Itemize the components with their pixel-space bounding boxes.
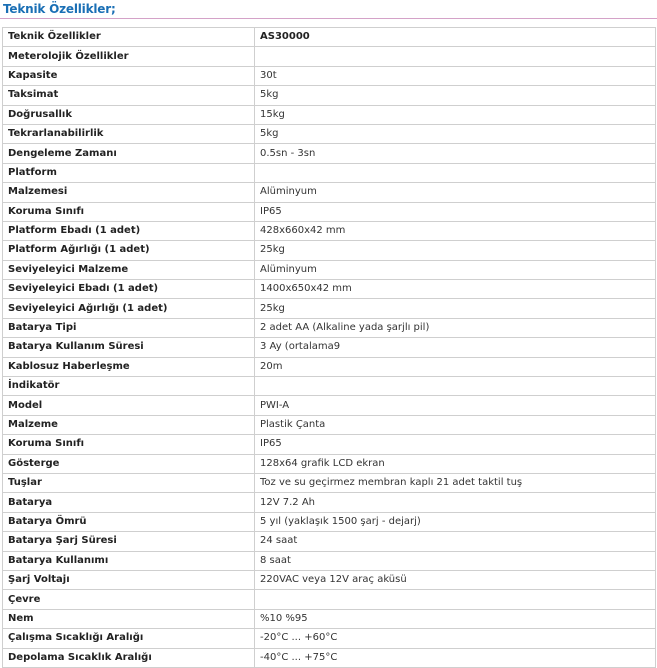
spec-row bbox=[3, 144, 656, 163]
spec-label: Batarya bbox=[3, 493, 255, 512]
spec-row bbox=[3, 532, 656, 551]
spec-row bbox=[3, 590, 656, 609]
spec-label: Koruma Sınıfı bbox=[3, 202, 255, 221]
spec-value bbox=[255, 163, 656, 182]
spec-label: Tuşlar bbox=[3, 473, 255, 492]
page-title: Teknik Özellikler; bbox=[3, 2, 116, 16]
spec-row bbox=[3, 280, 656, 299]
spec-row bbox=[3, 551, 656, 570]
spec-label: Çevre bbox=[3, 590, 255, 609]
spec-row bbox=[3, 648, 656, 667]
spec-label: Seviyeleyici Malzeme bbox=[3, 260, 255, 279]
spec-row bbox=[3, 396, 656, 415]
spec-value: IP65 bbox=[255, 435, 656, 454]
spec-label: Teknik Özellikler bbox=[3, 28, 255, 47]
spec-value: 20m bbox=[255, 357, 656, 376]
spec-label: Platform bbox=[3, 163, 255, 182]
spec-row bbox=[3, 299, 656, 318]
spec-row bbox=[3, 183, 656, 202]
spec-label: Dengeleme Zamanı bbox=[3, 144, 255, 163]
spec-row bbox=[3, 493, 656, 512]
spec-label: Malzeme bbox=[3, 415, 255, 434]
spec-row bbox=[3, 241, 656, 260]
spec-row bbox=[3, 454, 656, 473]
spec-row bbox=[3, 28, 656, 47]
spec-row bbox=[3, 570, 656, 589]
spec-value: 30t bbox=[255, 66, 656, 85]
spec-value: 15kg bbox=[255, 105, 656, 124]
spec-row bbox=[3, 338, 656, 357]
spec-label: Çalışma Sıcaklığı Aralığı bbox=[3, 629, 255, 648]
spec-value: PWI-A bbox=[255, 396, 656, 415]
spec-value: 1400x650x42 mm bbox=[255, 280, 656, 299]
spec-row bbox=[3, 260, 656, 279]
spec-value: Toz ve su geçirmez membran kaplı 21 adet taktil tuş bbox=[255, 473, 656, 492]
spec-row bbox=[3, 318, 656, 337]
spec-row bbox=[3, 435, 656, 454]
spec-row bbox=[3, 163, 656, 182]
spec-value: AS30000 bbox=[255, 28, 656, 47]
spec-value: Alüminyum bbox=[255, 260, 656, 279]
spec-value: IP65 bbox=[255, 202, 656, 221]
spec-label: Kapasite bbox=[3, 66, 255, 85]
spec-row bbox=[3, 221, 656, 240]
spec-row bbox=[3, 86, 656, 105]
spec-row bbox=[3, 377, 656, 396]
spec-row bbox=[3, 357, 656, 376]
spec-label: Batarya Tipi bbox=[3, 318, 255, 337]
spec-label: Depolama Sıcaklık Aralığı bbox=[3, 648, 255, 667]
spec-label: Doğrusallık bbox=[3, 105, 255, 124]
spec-row bbox=[3, 66, 656, 85]
spec-value: 8 saat bbox=[255, 551, 656, 570]
spec-value: 25kg bbox=[255, 299, 656, 318]
spec-value: 128x64 grafik LCD ekran bbox=[255, 454, 656, 473]
spec-value: 12V 7.2 Ah bbox=[255, 493, 656, 512]
spec-label: Seviyeleyici Ağırlığı (1 adet) bbox=[3, 299, 255, 318]
spec-label: Taksimat bbox=[3, 86, 255, 105]
spec-value: 24 saat bbox=[255, 532, 656, 551]
spec-label: İndikatör bbox=[3, 377, 255, 396]
spec-value: Alüminyum bbox=[255, 183, 656, 202]
spec-label: Model bbox=[3, 396, 255, 415]
spec-label: Batarya Kullanımı bbox=[3, 551, 255, 570]
spec-value: 25kg bbox=[255, 241, 656, 260]
spec-value: 5kg bbox=[255, 124, 656, 143]
spec-value: -40°C ... +75°C bbox=[255, 648, 656, 667]
spec-row bbox=[3, 124, 656, 143]
spec-row bbox=[3, 415, 656, 434]
spec-label: Kablosuz Haberleşme bbox=[3, 357, 255, 376]
spec-table bbox=[2, 27, 656, 668]
spec-row bbox=[3, 202, 656, 221]
spec-value bbox=[255, 47, 656, 66]
spec-label: Koruma Sınıfı bbox=[3, 435, 255, 454]
spec-value: 220VAC veya 12V araç aküsü bbox=[255, 570, 656, 589]
spec-row bbox=[3, 609, 656, 628]
spec-value: 5 yıl (yaklaşık 1500 şarj - dejarj) bbox=[255, 512, 656, 531]
spec-value bbox=[255, 590, 656, 609]
spec-label: Gösterge bbox=[3, 454, 255, 473]
spec-label: Malzemesi bbox=[3, 183, 255, 202]
spec-label: Platform Ağırlığı (1 adet) bbox=[3, 241, 255, 260]
spec-value: 428x660x42 mm bbox=[255, 221, 656, 240]
spec-row bbox=[3, 47, 656, 66]
spec-label: Seviyeleyici Ebadı (1 adet) bbox=[3, 280, 255, 299]
spec-value bbox=[255, 377, 656, 396]
spec-label: Batarya Kullanım Süresi bbox=[3, 338, 255, 357]
spec-label: Batarya Ömrü bbox=[3, 512, 255, 531]
spec-row bbox=[3, 473, 656, 492]
spec-value: 5kg bbox=[255, 86, 656, 105]
spec-value: 0.5sn - 3sn bbox=[255, 144, 656, 163]
spec-label: Nem bbox=[3, 609, 255, 628]
spec-label: Şarj Voltajı bbox=[3, 570, 255, 589]
spec-label: Meterolojik Özellikler bbox=[3, 47, 255, 66]
spec-value: %10 %95 bbox=[255, 609, 656, 628]
spec-value: 3 Ay (ortalama9 bbox=[255, 338, 656, 357]
spec-label: Tekrarlanabilirlik bbox=[3, 124, 255, 143]
spec-value: -20°C ... +60°C bbox=[255, 629, 656, 648]
spec-value: 2 adet AA (Alkaline yada şarjlı pil) bbox=[255, 318, 656, 337]
spec-table-body bbox=[3, 28, 656, 668]
spec-label: Platform Ebadı (1 adet) bbox=[3, 221, 255, 240]
spec-row bbox=[3, 512, 656, 531]
spec-value: Plastik Çanta bbox=[255, 415, 656, 434]
spec-row bbox=[3, 629, 656, 648]
spec-label: Batarya Şarj Süresi bbox=[3, 532, 255, 551]
title-divider bbox=[0, 18, 657, 19]
spec-row bbox=[3, 105, 656, 124]
